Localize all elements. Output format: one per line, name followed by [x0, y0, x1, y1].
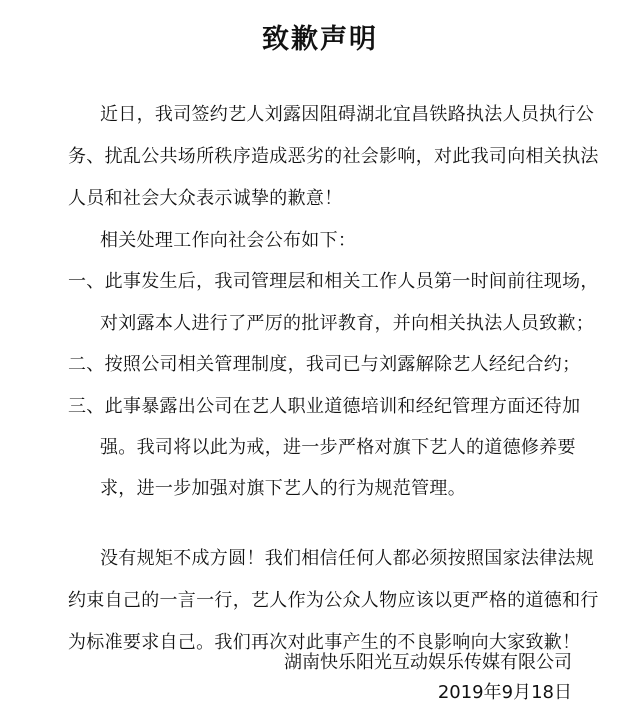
closing-line: 为标准要求自己。我们再次对此事产生的不良影响向大家致歉！ — [68, 632, 581, 653]
measure-item-line: 三、此事暴露出公司在艺人职业道德培训和经纪管理方面还待加 — [68, 396, 581, 417]
company-name: 湖南快乐阳光互动娱乐传媒有限公司 — [284, 652, 572, 673]
measure-item-line: 强。我司将以此为戒，进一步严格对旗下艺人的道德修养要 — [100, 437, 576, 458]
document-title: 致歉声明 — [262, 24, 378, 55]
intro-line: 人员和社会大众表示诚挚的歉意！ — [68, 188, 343, 209]
measure-item-line: 一、此事发生后，我司管理层和相关工作人员第一时间前往现场， — [68, 271, 599, 292]
intro-line: 近日，我司签约艺人刘露因阻碍湖北宜昌铁路执法人员执行公 — [100, 104, 595, 125]
measures-heading: 相关处理工作向社会公布如下： — [100, 230, 357, 251]
closing-line: 约束自己的一言一行，艺人作为公众人物应该以更严格的道德和行 — [68, 590, 599, 611]
statement-date: 2019年9月18日 — [437, 682, 572, 703]
measure-item-line: 二、按照公司相关管理制度，我司已与刘露解除艺人经纪合约； — [68, 354, 581, 375]
measure-item-line: 对刘露本人进行了严厉的批评教育，并向相关执法人员致歉； — [100, 313, 595, 334]
intro-line: 务、扰乱公共场所秩序造成恶劣的社会影响，对此我司向相关执法 — [68, 146, 599, 167]
measure-item-line: 求，进一步加强对旗下艺人的行为规范管理。 — [100, 478, 466, 499]
closing-line: 没有规矩不成方圆！我们相信任何人都必须按照国家法律法规 — [100, 548, 595, 569]
